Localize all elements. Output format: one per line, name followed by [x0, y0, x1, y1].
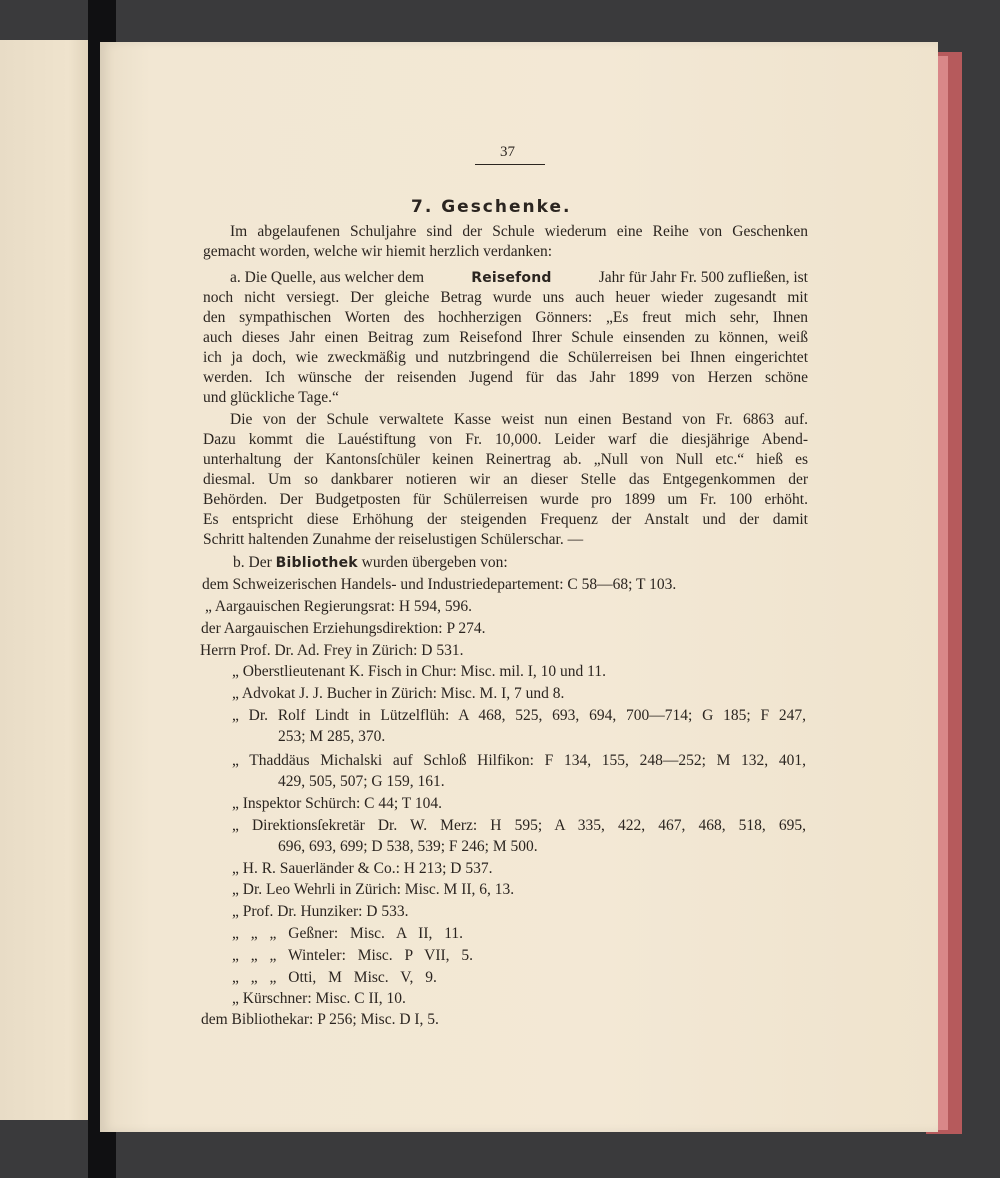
donor-entry: „ „ „ Winteler: Misc. P VII, 5. — [232, 947, 474, 964]
intro-line-2: gemacht worden, welche wir hiemit herzlich verdanken: — [203, 243, 553, 260]
intro-line-1: Im abgelaufenen Schuljahre sind der Schule wiederum eine Reihe von Geschenken — [230, 223, 808, 240]
part-a-para2-line: unterhaltung der Kantonsſchüler keinen Reinertrag ab. „Null von Null etc.“ hieß es — [203, 451, 808, 468]
donor-entry: „ Advokat J. J. Bucher in Zürich: Misc. M. I, 7 und 8. — [232, 685, 565, 702]
donor-entry: „ Prof. Dr. Hunziker: D 533. — [232, 903, 409, 920]
page-edge-red-highlight — [938, 56, 948, 1130]
part-a-pre: a. Die Quelle, aus welcher dem — [230, 269, 425, 286]
donor-entry: „ Aargauischen Regierungsrat: H 594, 596. — [205, 598, 473, 615]
donor-entry: „ Thaddäus Michalski auf Schloß Hilfikon: F 134, 155, 248—252; M 132, 401, — [232, 752, 806, 769]
part-a-para2-line: Schritt haltenden Zunahme der reiselustigen Schülerschar. — — [203, 531, 584, 548]
part-b-post: wurden übergeben von: — [361, 554, 508, 571]
donor-entry-continued: 429, 505, 507; G 159, 161. — [278, 773, 445, 790]
part-a-para2-line: Es entspricht diese Erhöhung der steigenden Frequenz der Anstalt und der damit — [203, 511, 808, 528]
part-a-line: ich ja doch, wie zweckmäßig und nutzbringend die Schülerreisen bei Ihnen eingerichtet — [203, 349, 808, 366]
reisefond-keyword: Reisefond — [471, 270, 552, 286]
part-a-para2-line: Dazu kommt die Lauéstiftung von Fr. 10,000. Leider warf die diesjährige Abend- — [203, 431, 808, 448]
donor-entry: „ „ „ Otti, M Misc. V, 9. — [232, 969, 437, 986]
part-b-line-1 — [233, 553, 508, 573]
bibliothek-keyword: Bibliothek — [275, 555, 358, 571]
donor-entry-continued: 253; M 285, 370. — [278, 728, 386, 745]
part-a-line: noch nicht versiegt. Der gleiche Betrag wurde uns auch heuer wieder zugesandt mit — [203, 289, 808, 306]
left-facing-page — [0, 40, 98, 1120]
part-a-line: und glückliche Tage.“ — [203, 389, 339, 406]
part-a-line: werden. Ich wünsche der reisenden Jugend für das Jahr 1899 von Herzen schöne — [203, 369, 808, 386]
page-number-rule — [475, 164, 545, 165]
donor-entry: „ Inspektor Schürch: C 44; T 104. — [232, 795, 442, 812]
part-a-line-1 — [230, 268, 808, 288]
part-a-para2-line: Die von der Schule verwaltete Kasse weist nun einen Bestand von Fr. 6863 auf. — [230, 411, 808, 428]
donor-entry: „ „ „ Geßner: Misc. A II, 11. — [232, 925, 464, 942]
part-a-post: Jahr für Jahr Fr. 500 zufließen, ist — [598, 269, 808, 286]
part-b-pre: b. Der — [233, 554, 272, 571]
part-a-line: auch dieses Jahr einen Beitrag zum Reisefond Ihrer Schule einsenden zu können, weiß — [203, 329, 808, 346]
donor-entry-continued: 696, 693, 699; D 538, 539; F 246; M 500. — [278, 838, 538, 855]
donor-entry: dem Schweizerischen Handels- und Industriedepartement: C 58—68; T 103. — [202, 576, 677, 593]
part-a-line: den sympathischen Worten des hochherzigen Gönners: „Es freut mich sehr, Ihnen — [203, 309, 808, 326]
book-page — [100, 42, 938, 1132]
part-a-para2-line: diesmal. Um so dankbarer notieren wir an dieser Stelle das Entgegenkommen der — [203, 471, 808, 488]
part-a-para2-line: Behörden. Der Budgetposten für Schülerreisen wurde pro 1899 um Fr. 100 erhöht. — [203, 491, 808, 508]
donor-entry: „ Kürschner: Misc. C II, 10. — [232, 990, 406, 1007]
donor-entry: „ H. R. Sauerländer & Co.: H 213; D 537. — [232, 860, 493, 877]
donor-entry: „ Dr. Leo Wehrli in Zürich: Misc. M II, 6, 13. — [232, 881, 515, 898]
donor-entry: der Aargauischen Erziehungsdirektion: P 274. — [201, 620, 486, 637]
donor-entry: „ Direktionsſekretär Dr. W. Merz: H 595; A 335, 422, 467, 468, 518, 695, — [232, 817, 806, 834]
page-number: 37 — [500, 144, 515, 160]
section-title: 7. Geschenke. — [411, 197, 572, 217]
donor-entry: „ Oberstlieutenant K. Fisch in Chur: Misc. mil. I, 10 und 11. — [232, 663, 606, 680]
donor-entry: dem Bibliothekar: P 256; Misc. D I, 5. — [201, 1011, 439, 1028]
donor-entry: Herrn Prof. Dr. Ad. Frey in Zürich: D 531. — [200, 642, 464, 659]
donor-entry: „ Dr. Rolf Lindt in Lützelflüh: A 468, 525, 693, 694, 700—714; G 185; F 247, — [232, 707, 806, 724]
